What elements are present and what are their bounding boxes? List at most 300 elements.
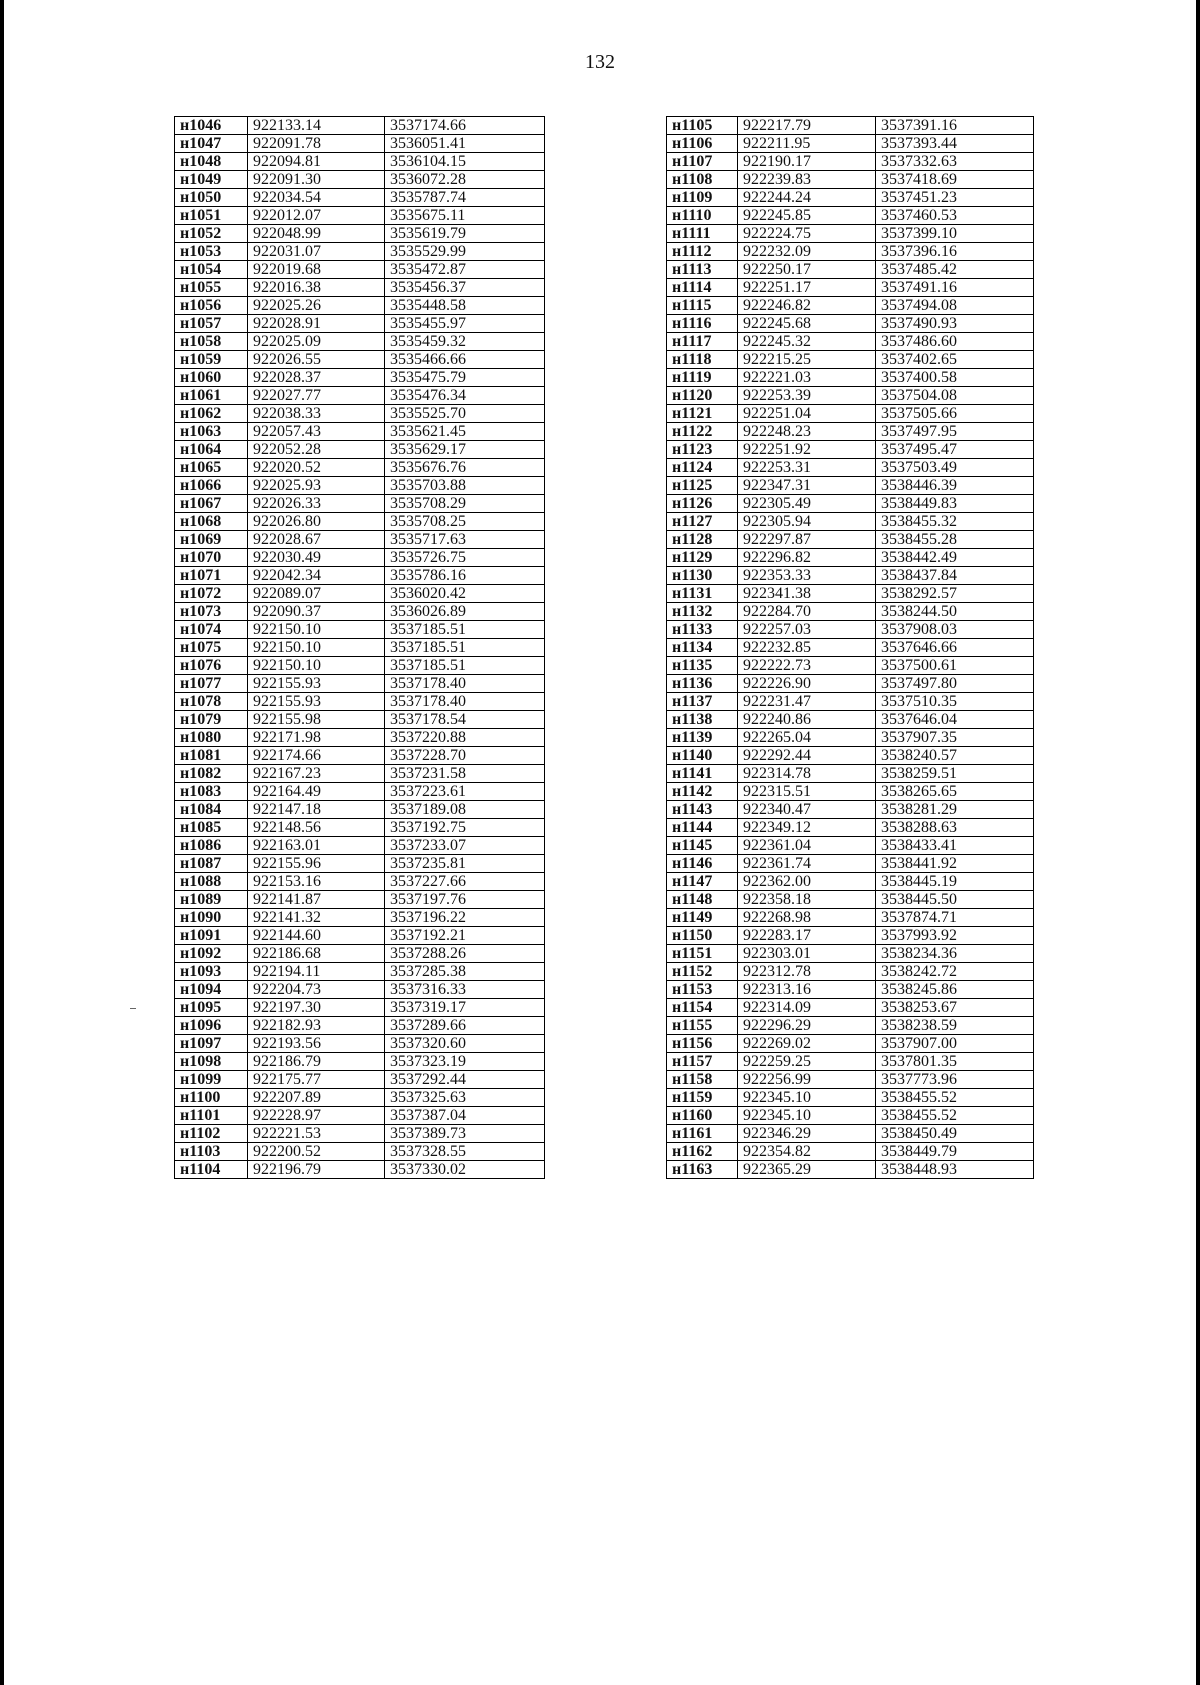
table-row [175, 711, 545, 729]
scan-border-right [1196, 0, 1200, 1685]
table-row [175, 333, 545, 351]
point-id: н1152 [667, 963, 738, 981]
y-coordinate: 3535475.79 [385, 369, 545, 387]
table-row [667, 1035, 1034, 1053]
page-number: 132 [585, 51, 615, 73]
y-coordinate: 3535787.74 [385, 189, 545, 207]
x-coordinate: 922141.87 [248, 891, 385, 909]
point-id: н1061 [175, 387, 248, 405]
x-coordinate: 922194.11 [248, 963, 385, 981]
point-id: н1059 [175, 351, 248, 369]
y-coordinate: 3537328.55 [385, 1143, 545, 1161]
point-id: н1129 [667, 549, 738, 567]
y-coordinate: 3538288.63 [876, 819, 1034, 837]
x-coordinate: 922026.80 [248, 513, 385, 531]
y-coordinate: 3537505.66 [876, 405, 1034, 423]
point-id: н1150 [667, 927, 738, 945]
x-coordinate: 922155.98 [248, 711, 385, 729]
y-coordinate: 3537907.35 [876, 729, 1034, 747]
y-coordinate: 3535525.70 [385, 405, 545, 423]
y-coordinate: 3538292.57 [876, 585, 1034, 603]
point-id: н1071 [175, 567, 248, 585]
point-id: н1157 [667, 1053, 738, 1071]
point-id: н1120 [667, 387, 738, 405]
table-row [175, 963, 545, 981]
point-id: н1058 [175, 333, 248, 351]
table-row [175, 1107, 545, 1125]
table-row [175, 207, 545, 225]
x-coordinate: 922155.96 [248, 855, 385, 873]
coordinates-table-left [174, 116, 545, 1179]
table-row [667, 729, 1034, 747]
x-coordinate: 922314.78 [738, 765, 876, 783]
point-id: н1070 [175, 549, 248, 567]
table-row [667, 369, 1034, 387]
y-coordinate: 3536072.28 [385, 171, 545, 189]
y-coordinate: 3535448.58 [385, 297, 545, 315]
y-coordinate: 3537500.61 [876, 657, 1034, 675]
y-coordinate: 3538245.86 [876, 981, 1034, 999]
table-row [175, 1125, 545, 1143]
x-coordinate: 922365.29 [738, 1161, 876, 1179]
table-row [667, 333, 1034, 351]
x-coordinate: 922253.31 [738, 459, 876, 477]
y-coordinate: 3536020.42 [385, 585, 545, 603]
y-coordinate: 3537773.96 [876, 1071, 1034, 1089]
table-row [175, 729, 545, 747]
point-id: н1133 [667, 621, 738, 639]
point-id: н1151 [667, 945, 738, 963]
x-coordinate: 922283.17 [738, 927, 876, 945]
point-id: н1102 [175, 1125, 248, 1143]
table-row [175, 189, 545, 207]
table-row [667, 135, 1034, 153]
x-coordinate: 922171.98 [248, 729, 385, 747]
y-coordinate: 3535629.17 [385, 441, 545, 459]
x-coordinate: 922211.95 [738, 135, 876, 153]
point-id: н1065 [175, 459, 248, 477]
point-id: н1104 [175, 1161, 248, 1179]
x-coordinate: 922259.25 [738, 1053, 876, 1071]
table-row [667, 945, 1034, 963]
point-id: н1097 [175, 1035, 248, 1053]
x-coordinate: 922312.78 [738, 963, 876, 981]
x-coordinate: 922197.30 [248, 999, 385, 1017]
x-coordinate: 922026.55 [248, 351, 385, 369]
x-coordinate: 922245.68 [738, 315, 876, 333]
y-coordinate: 3537231.58 [385, 765, 545, 783]
x-coordinate: 922200.52 [248, 1143, 385, 1161]
y-coordinate: 3538253.67 [876, 999, 1034, 1017]
table-row [667, 1089, 1034, 1107]
y-coordinate: 3538238.59 [876, 1017, 1034, 1035]
x-coordinate: 922315.51 [738, 783, 876, 801]
x-coordinate: 922147.18 [248, 801, 385, 819]
x-coordinate: 922297.87 [738, 531, 876, 549]
point-id: н1126 [667, 495, 738, 513]
point-id: н1046 [175, 117, 248, 135]
point-id: н1135 [667, 657, 738, 675]
y-coordinate: 3535786.16 [385, 567, 545, 585]
y-coordinate: 3537323.19 [385, 1053, 545, 1071]
point-id: н1112 [667, 243, 738, 261]
table-row [175, 243, 545, 261]
x-coordinate: 922215.25 [738, 351, 876, 369]
y-coordinate: 3537192.21 [385, 927, 545, 945]
y-coordinate: 3537235.81 [385, 855, 545, 873]
x-coordinate: 922028.37 [248, 369, 385, 387]
y-coordinate: 3537497.95 [876, 423, 1034, 441]
table-row [175, 945, 545, 963]
x-coordinate: 922153.16 [248, 873, 385, 891]
y-coordinate: 3537220.88 [385, 729, 545, 747]
point-id: н1116 [667, 315, 738, 333]
table-row [175, 351, 545, 369]
x-coordinate: 922133.14 [248, 117, 385, 135]
table-row [175, 603, 545, 621]
point-id: н1055 [175, 279, 248, 297]
x-coordinate: 922150.10 [248, 657, 385, 675]
point-id: н1084 [175, 801, 248, 819]
scan-mark [130, 1008, 136, 1009]
x-coordinate: 922038.33 [248, 405, 385, 423]
table-row [175, 279, 545, 297]
table-row [667, 405, 1034, 423]
table-row [175, 387, 545, 405]
table-row [667, 207, 1034, 225]
x-coordinate: 922349.12 [738, 819, 876, 837]
table-row [667, 531, 1034, 549]
table-row [175, 639, 545, 657]
y-coordinate: 3537189.08 [385, 801, 545, 819]
table-row [667, 585, 1034, 603]
table-row [667, 153, 1034, 171]
x-coordinate: 922284.70 [738, 603, 876, 621]
y-coordinate: 3538455.52 [876, 1089, 1034, 1107]
x-coordinate: 922193.56 [248, 1035, 385, 1053]
y-coordinate: 3537460.53 [876, 207, 1034, 225]
x-coordinate: 922232.85 [738, 639, 876, 657]
table-row [667, 621, 1034, 639]
point-id: н1060 [175, 369, 248, 387]
x-coordinate: 922164.49 [248, 783, 385, 801]
x-coordinate: 922089.07 [248, 585, 385, 603]
point-id: н1110 [667, 207, 738, 225]
x-coordinate: 922190.17 [738, 153, 876, 171]
table-row [667, 1107, 1034, 1125]
table-row [175, 549, 545, 567]
point-id: н1118 [667, 351, 738, 369]
table-row [175, 171, 545, 189]
y-coordinate: 3537196.22 [385, 909, 545, 927]
point-id: н1087 [175, 855, 248, 873]
y-coordinate: 3535456.37 [385, 279, 545, 297]
x-coordinate: 922314.09 [738, 999, 876, 1017]
y-coordinate: 3537192.75 [385, 819, 545, 837]
point-id: н1082 [175, 765, 248, 783]
table-row [175, 999, 545, 1017]
x-coordinate: 922347.31 [738, 477, 876, 495]
table-row [667, 855, 1034, 873]
point-id: н1048 [175, 153, 248, 171]
x-coordinate: 922232.09 [738, 243, 876, 261]
point-id: н1078 [175, 693, 248, 711]
point-id: н1136 [667, 675, 738, 693]
x-coordinate: 922296.82 [738, 549, 876, 567]
x-coordinate: 922175.77 [248, 1071, 385, 1089]
point-id: н1148 [667, 891, 738, 909]
y-coordinate: 3538441.92 [876, 855, 1034, 873]
x-coordinate: 922186.79 [248, 1053, 385, 1071]
x-coordinate: 922361.74 [738, 855, 876, 873]
y-coordinate: 3538442.49 [876, 549, 1034, 567]
x-coordinate: 922361.04 [738, 837, 876, 855]
table-row [175, 315, 545, 333]
table-row [175, 513, 545, 531]
table-row [667, 1125, 1034, 1143]
y-coordinate: 3537402.65 [876, 351, 1034, 369]
table-row [175, 153, 545, 171]
y-coordinate: 3537288.26 [385, 945, 545, 963]
point-id: н1103 [175, 1143, 248, 1161]
x-coordinate: 922345.10 [738, 1107, 876, 1125]
y-coordinate: 3538242.72 [876, 963, 1034, 981]
x-coordinate: 922025.09 [248, 333, 385, 351]
point-id: н1115 [667, 297, 738, 315]
x-coordinate: 922144.60 [248, 927, 385, 945]
point-id: н1073 [175, 603, 248, 621]
table-row [175, 801, 545, 819]
y-coordinate: 3537289.66 [385, 1017, 545, 1035]
y-coordinate: 3537330.02 [385, 1161, 545, 1179]
x-coordinate: 922090.37 [248, 603, 385, 621]
y-coordinate: 3537396.16 [876, 243, 1034, 261]
y-coordinate: 3535529.99 [385, 243, 545, 261]
point-id: н1113 [667, 261, 738, 279]
y-coordinate: 3538449.83 [876, 495, 1034, 513]
table-row [175, 1017, 545, 1035]
x-coordinate: 922292.44 [738, 747, 876, 765]
x-coordinate: 922296.29 [738, 1017, 876, 1035]
x-coordinate: 922057.43 [248, 423, 385, 441]
y-coordinate: 3538449.79 [876, 1143, 1034, 1161]
table-row [175, 621, 545, 639]
y-coordinate: 3537185.51 [385, 621, 545, 639]
scan-border-left [0, 0, 4, 1685]
point-id: н1063 [175, 423, 248, 441]
y-coordinate: 3537223.61 [385, 783, 545, 801]
table-row [175, 135, 545, 153]
point-id: н1075 [175, 639, 248, 657]
point-id: н1081 [175, 747, 248, 765]
table-row [175, 747, 545, 765]
point-id: н1052 [175, 225, 248, 243]
point-id: н1072 [175, 585, 248, 603]
y-coordinate: 3537320.60 [385, 1035, 545, 1053]
table-row [667, 1161, 1034, 1179]
table-row [667, 639, 1034, 657]
point-id: н1149 [667, 909, 738, 927]
point-id: н1105 [667, 117, 738, 135]
table-row [667, 603, 1034, 621]
point-id: н1154 [667, 999, 738, 1017]
x-coordinate: 922016.38 [248, 279, 385, 297]
x-coordinate: 922228.97 [248, 1107, 385, 1125]
x-coordinate: 922174.66 [248, 747, 385, 765]
point-id: н1109 [667, 189, 738, 207]
y-coordinate: 3537504.08 [876, 387, 1034, 405]
x-coordinate: 922042.34 [248, 567, 385, 585]
point-id: н1111 [667, 225, 738, 243]
y-coordinate: 3537233.07 [385, 837, 545, 855]
table-row [667, 261, 1034, 279]
y-coordinate: 3537228.70 [385, 747, 545, 765]
table-row [175, 477, 545, 495]
x-coordinate: 922245.32 [738, 333, 876, 351]
x-coordinate: 922268.98 [738, 909, 876, 927]
point-id: н1134 [667, 639, 738, 657]
y-coordinate: 3538433.41 [876, 837, 1034, 855]
x-coordinate: 922313.16 [738, 981, 876, 999]
point-id: н1095 [175, 999, 248, 1017]
y-coordinate: 3537503.49 [876, 459, 1034, 477]
table-row [175, 1089, 545, 1107]
table-row [667, 117, 1034, 135]
y-coordinate: 3538437.84 [876, 567, 1034, 585]
y-coordinate: 3538445.19 [876, 873, 1034, 891]
table-row [175, 819, 545, 837]
y-coordinate: 3537907.00 [876, 1035, 1034, 1053]
point-id: н1079 [175, 711, 248, 729]
x-coordinate: 922163.01 [248, 837, 385, 855]
y-coordinate: 3535459.32 [385, 333, 545, 351]
table-row [175, 423, 545, 441]
table-row [667, 225, 1034, 243]
table-row [175, 585, 545, 603]
y-coordinate: 3538240.57 [876, 747, 1034, 765]
x-coordinate: 922251.04 [738, 405, 876, 423]
table-row [175, 783, 545, 801]
table-row [667, 495, 1034, 513]
y-coordinate: 3537178.54 [385, 711, 545, 729]
point-id: н1119 [667, 369, 738, 387]
x-coordinate: 922354.82 [738, 1143, 876, 1161]
y-coordinate: 3535675.11 [385, 207, 545, 225]
y-coordinate: 3538455.28 [876, 531, 1034, 549]
y-coordinate: 3537332.63 [876, 153, 1034, 171]
y-coordinate: 3537495.47 [876, 441, 1034, 459]
y-coordinate: 3537451.23 [876, 189, 1034, 207]
point-id: н1147 [667, 873, 738, 891]
x-coordinate: 922248.23 [738, 423, 876, 441]
table-row [667, 891, 1034, 909]
x-coordinate: 922019.68 [248, 261, 385, 279]
y-coordinate: 3535726.75 [385, 549, 545, 567]
point-id: н1049 [175, 171, 248, 189]
y-coordinate: 3537185.51 [385, 657, 545, 675]
x-coordinate: 922221.03 [738, 369, 876, 387]
point-id: н1094 [175, 981, 248, 999]
point-id: н1132 [667, 603, 738, 621]
point-id: н1066 [175, 477, 248, 495]
y-coordinate: 3537174.66 [385, 117, 545, 135]
y-coordinate: 3538259.51 [876, 765, 1034, 783]
x-coordinate: 922305.49 [738, 495, 876, 513]
y-coordinate: 3537418.69 [876, 171, 1034, 189]
point-id: н1121 [667, 405, 738, 423]
point-id: н1146 [667, 855, 738, 873]
y-coordinate: 3537801.35 [876, 1053, 1034, 1071]
table-row [667, 477, 1034, 495]
x-coordinate: 922358.18 [738, 891, 876, 909]
point-id: н1050 [175, 189, 248, 207]
y-coordinate: 3536051.41 [385, 135, 545, 153]
point-id: н1057 [175, 315, 248, 333]
table-row [175, 765, 545, 783]
x-coordinate: 922253.39 [738, 387, 876, 405]
point-id: н1159 [667, 1089, 738, 1107]
x-coordinate: 922048.99 [248, 225, 385, 243]
table-row [175, 567, 545, 585]
x-coordinate: 922012.07 [248, 207, 385, 225]
point-id: н1160 [667, 1107, 738, 1125]
y-coordinate: 3535476.34 [385, 387, 545, 405]
point-id: н1114 [667, 279, 738, 297]
table-row [667, 837, 1034, 855]
table-row [175, 405, 545, 423]
point-id: н1127 [667, 513, 738, 531]
point-id: н1123 [667, 441, 738, 459]
y-coordinate: 3538234.36 [876, 945, 1034, 963]
y-coordinate: 3537387.04 [385, 1107, 545, 1125]
table-row [175, 981, 545, 999]
table-row [667, 981, 1034, 999]
point-id: н1131 [667, 585, 738, 603]
table-row [175, 837, 545, 855]
x-coordinate: 922269.02 [738, 1035, 876, 1053]
y-coordinate: 3538450.49 [876, 1125, 1034, 1143]
table-row [667, 1053, 1034, 1071]
table-row [667, 1143, 1034, 1161]
table-row [175, 1053, 545, 1071]
table-row [667, 765, 1034, 783]
table-row [667, 549, 1034, 567]
x-coordinate: 922353.33 [738, 567, 876, 585]
x-coordinate: 922240.86 [738, 711, 876, 729]
x-coordinate: 922030.49 [248, 549, 385, 567]
y-coordinate: 3537497.80 [876, 675, 1034, 693]
y-coordinate: 3538455.52 [876, 1107, 1034, 1125]
coordinates-table-right [666, 116, 1034, 1179]
x-coordinate: 922182.93 [248, 1017, 385, 1035]
point-id: н1077 [175, 675, 248, 693]
x-coordinate: 922346.29 [738, 1125, 876, 1143]
table-row [667, 711, 1034, 729]
point-id: н1155 [667, 1017, 738, 1035]
point-id: н1062 [175, 405, 248, 423]
table-row [667, 387, 1034, 405]
x-coordinate: 922020.52 [248, 459, 385, 477]
point-id: н1064 [175, 441, 248, 459]
point-id: н1068 [175, 513, 248, 531]
table-row [175, 459, 545, 477]
x-coordinate: 922345.10 [738, 1089, 876, 1107]
table-row [667, 351, 1034, 369]
y-coordinate: 3535717.63 [385, 531, 545, 549]
y-coordinate: 3535708.25 [385, 513, 545, 531]
point-id: н1162 [667, 1143, 738, 1161]
y-coordinate: 3536104.15 [385, 153, 545, 171]
